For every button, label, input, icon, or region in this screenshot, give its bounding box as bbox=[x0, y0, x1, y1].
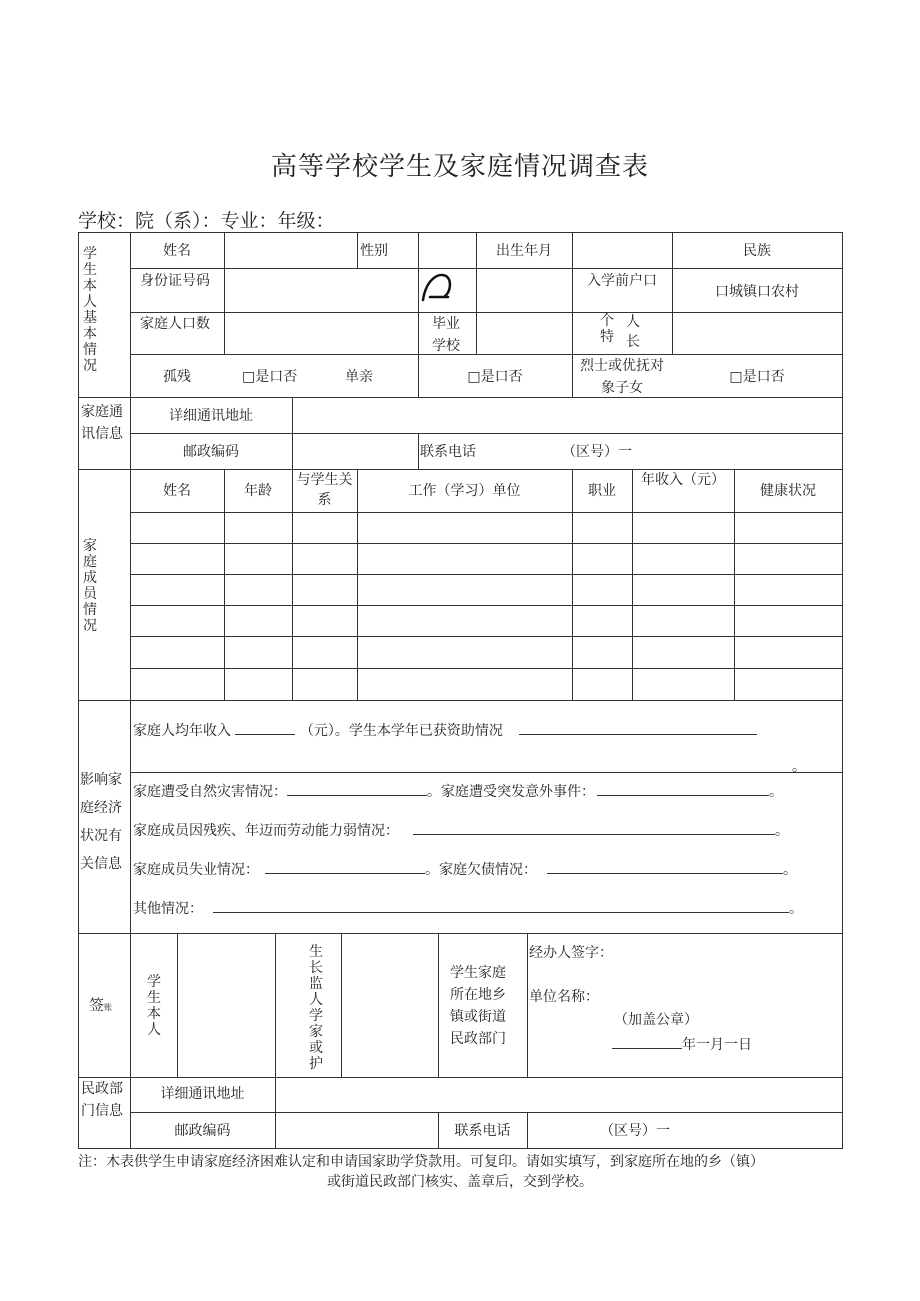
section-label-civil: 民政部门信息 bbox=[81, 1081, 123, 1119]
econ-line-4-a: 家庭成员失业情况： bbox=[133, 862, 259, 878]
civil-label-address: 详细通讯地址 bbox=[160, 1086, 245, 1102]
label-address: 详细通讯地址 bbox=[169, 408, 253, 424]
econ-line-4-b: 。家庭欠债情况： bbox=[425, 862, 537, 878]
footnote-line-1: 注：木表供学生申请家庭经济困难认定和申请国家助学贷款用。可复印。请如实填写，到家庭所在地的乡（镇） bbox=[78, 1154, 764, 1170]
disability-input[interactable] bbox=[413, 820, 775, 835]
label-unit-name: 单位名称： bbox=[529, 989, 599, 1005]
label-talent-4: 长 bbox=[626, 334, 640, 350]
label-family-size: 家庭人口数 bbox=[140, 316, 210, 332]
econ-line-2-a: 家庭遭受自然灾害情况： bbox=[133, 784, 287, 800]
year-input[interactable] bbox=[612, 1034, 682, 1049]
page-title: 高等学校学生及家庭情况调查表 bbox=[270, 152, 649, 182]
sign-small-char: 账 bbox=[104, 1003, 113, 1012]
col-header-health: 健康状况 bbox=[760, 483, 816, 499]
label-gender: 性别 bbox=[360, 243, 388, 259]
label-phone: 联系电话 bbox=[420, 444, 476, 460]
section-label-economic: 影响家庭经济状况有关信息 bbox=[80, 772, 122, 872]
econ-line-5-end: 。 bbox=[789, 901, 803, 917]
label-single-parent: 单亲 bbox=[345, 369, 373, 385]
label-birth: 出生年月 bbox=[496, 243, 552, 259]
section-label-sign bbox=[89, 996, 112, 1017]
civil-label-postcode: 邮政编码 bbox=[174, 1123, 231, 1139]
income-input[interactable] bbox=[235, 720, 295, 735]
civil-label-phone: 联系电话 bbox=[454, 1123, 511, 1139]
econ-line-3-a: 家庭成员因残疾、年迈而劳动能力弱情况： bbox=[133, 823, 399, 839]
civil-area-code-placeholder: （区号）一 bbox=[600, 1123, 670, 1139]
label-ethnic: 民族 bbox=[743, 243, 771, 259]
col-header-age: 年龄 bbox=[244, 483, 272, 499]
unemployment-input[interactable] bbox=[265, 859, 425, 874]
sign-char: 签 bbox=[89, 996, 105, 1014]
econ-line-3-end: 。 bbox=[775, 823, 789, 839]
econ-line-1-end: 。 bbox=[792, 759, 806, 775]
econ-line-2 bbox=[133, 781, 783, 801]
date-label: 年一月一日 bbox=[682, 1037, 752, 1053]
econ-line-2-b: 。家庭遭受突发意外事件： bbox=[427, 784, 595, 800]
disaster-input[interactable] bbox=[287, 781, 427, 796]
footnote bbox=[78, 1152, 842, 1192]
econ-line-1-a: 家庭人均年收入 bbox=[133, 723, 231, 739]
sign-date bbox=[612, 1034, 752, 1054]
label-guardian-sign: 生长监人学家或护 bbox=[309, 944, 323, 1072]
accident-input[interactable] bbox=[597, 781, 769, 796]
label-student-sign: 学生本人 bbox=[147, 974, 161, 1038]
label-orphan: 孤残 bbox=[163, 369, 191, 385]
footnote-line-2: 或街道民政部门核实、盖章后，交到学校。 bbox=[327, 1174, 593, 1190]
col-header-name: 姓名 bbox=[163, 483, 191, 499]
econ-line-1 bbox=[133, 720, 757, 740]
econ-line-3 bbox=[133, 820, 789, 840]
econ-line-2-end: 。 bbox=[769, 784, 783, 800]
label-postcode: 邮政编码 bbox=[183, 444, 239, 460]
section-label-basic: 学生本人基本情况 bbox=[83, 246, 97, 374]
col-header-occupation: 职业 bbox=[588, 483, 616, 499]
econ-line-5-a: 其他情况： bbox=[133, 901, 203, 917]
col-header-work-unit: 工作（学习）单位 bbox=[408, 483, 521, 499]
orphan-checkbox[interactable]: □是口否 bbox=[242, 369, 298, 385]
section-label-members: 家庭成员情况 bbox=[83, 538, 97, 634]
col-header-income: 年收入（元） bbox=[641, 472, 725, 488]
single-parent-checkbox[interactable]: □是口否 bbox=[467, 369, 523, 385]
header-line: 学校：院（系）：专业：年级： bbox=[78, 210, 335, 232]
label-hukou: 入学前户口 bbox=[587, 273, 657, 289]
econ-line-1-b: （元）。学生本学年已获资助情况 bbox=[299, 723, 503, 739]
label-seal: （加盖公章） bbox=[614, 1012, 698, 1028]
label-talent-1: 个 bbox=[600, 313, 614, 329]
section-label-contact: 家庭通讯信息 bbox=[81, 404, 123, 442]
label-handler-sign: 经办人签字： bbox=[529, 945, 613, 961]
label-id-number: 身份证号码 bbox=[140, 273, 210, 289]
martyr-checkbox[interactable]: □是口否 bbox=[729, 369, 785, 385]
label-talent-3: 特 bbox=[600, 329, 614, 345]
econ-line-5 bbox=[133, 898, 803, 918]
label-civil-dept: 学生家庭所在地乡镇或街道民政部门 bbox=[450, 965, 506, 1047]
label-name: 姓名 bbox=[163, 243, 191, 259]
debt-input[interactable] bbox=[547, 859, 783, 874]
label-martyr-child: 烈士或优抚对象子女 bbox=[580, 358, 664, 396]
aid-input[interactable] bbox=[519, 720, 757, 735]
econ-line-4 bbox=[133, 859, 797, 879]
handwritten-mark bbox=[418, 270, 458, 304]
hukou-options[interactable]: 口城镇口农村 bbox=[715, 284, 799, 300]
col-header-relation: 与学生关系 bbox=[296, 472, 353, 508]
econ-line-4-end: 。 bbox=[783, 862, 797, 878]
area-code-placeholder: （区号）一 bbox=[562, 444, 632, 460]
other-input[interactable] bbox=[213, 898, 789, 913]
label-grad-school: 毕业学校 bbox=[432, 316, 460, 354]
label-talent-2: 人 bbox=[626, 314, 640, 330]
